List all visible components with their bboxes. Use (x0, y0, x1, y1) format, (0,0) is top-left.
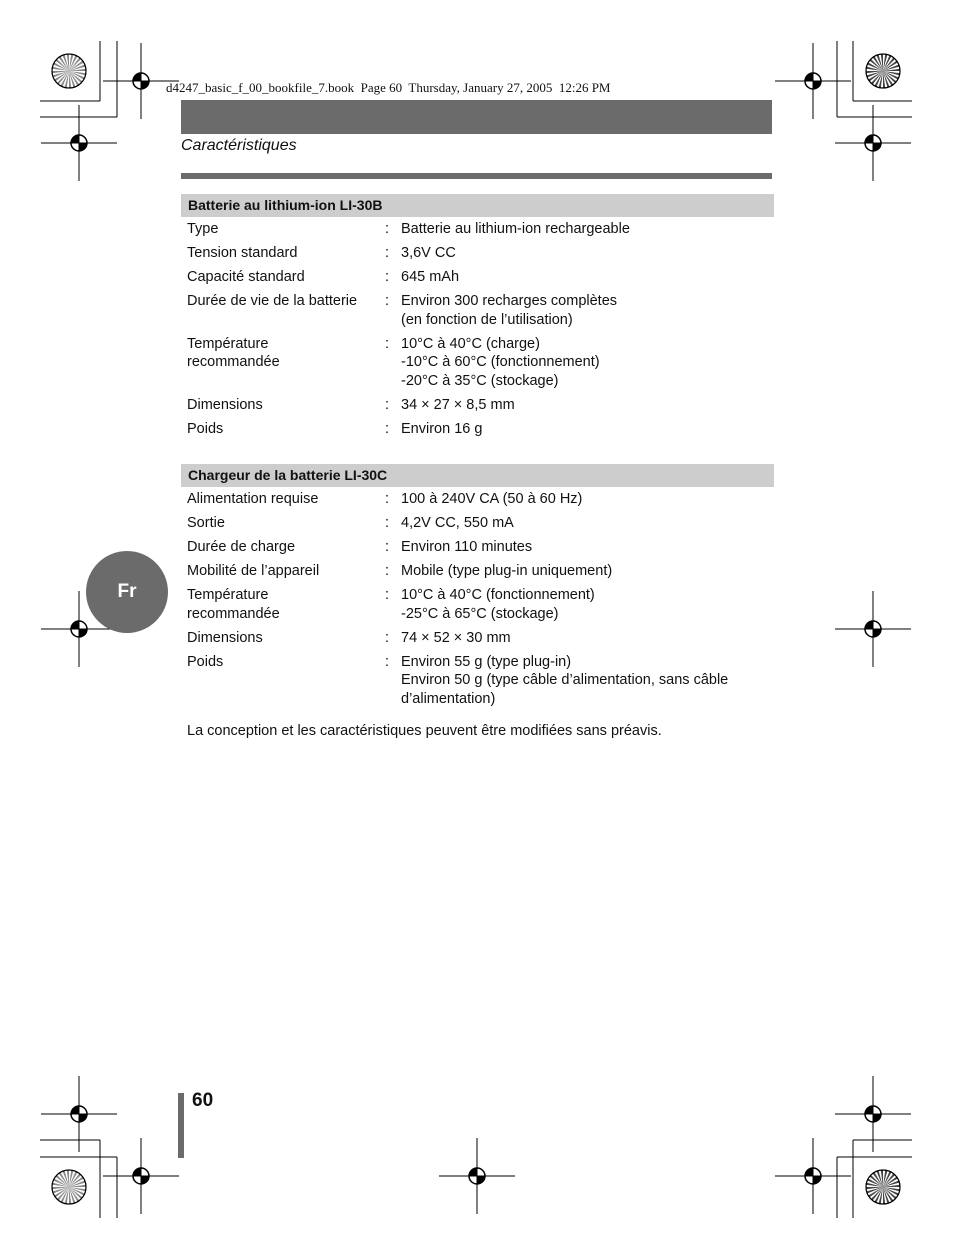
spec-label-line: Température (187, 587, 269, 603)
spec-row (181, 420, 774, 439)
spec-value (401, 586, 773, 623)
spec-value-line: 645 mAh (401, 269, 460, 285)
spec-value-line: 74 × 52 × 30 mm (401, 629, 511, 646)
spec-colon: : (385, 293, 390, 309)
battery-rows (181, 220, 774, 438)
charger-heading: Chargeur de la batterie LI-30C (181, 464, 774, 487)
spec-colon: : (385, 335, 390, 352)
spec-value-line: Environ 55 g (type plug-in) (401, 653, 572, 670)
spec-value-line: 34 × 27 × 8,5 mm (401, 396, 515, 413)
spec-value-line: -10°C à 60°C (fonctionnement) (401, 354, 600, 370)
section-title: Caractéristiques (181, 137, 297, 154)
spec-label-line: recommandée (187, 354, 280, 370)
spec-value (401, 653, 773, 709)
header-rule (181, 173, 772, 179)
spec-value-line: Environ 16 g (401, 420, 483, 437)
spec-value (401, 538, 773, 557)
spec-value (401, 629, 773, 648)
spec-colon: : (385, 563, 390, 579)
spec-value-line: (en fonction de l’utilisation) (401, 311, 573, 328)
spec-colon: : (385, 491, 390, 507)
spec-label (187, 538, 382, 557)
spec-value (401, 268, 773, 287)
spec-value (401, 396, 773, 415)
spec-label-line: Dimensions (187, 629, 263, 646)
spec-value-line: d’alimentation) (401, 690, 496, 707)
spec-label (187, 562, 382, 581)
disclaimer-note: La conception et les caractéristiques peuvent être modifiées sans préavis. (187, 723, 662, 739)
spec-row (181, 220, 774, 239)
spec-label (187, 629, 382, 648)
spec-colon: : (385, 539, 390, 555)
page-number: 60 (192, 1090, 214, 1111)
spec-label (187, 396, 382, 415)
spec-value (401, 514, 773, 533)
battery-table (181, 194, 774, 438)
spec-row (181, 562, 774, 581)
spec-label (187, 292, 382, 311)
spec-row (181, 292, 774, 329)
spec-row (181, 244, 774, 263)
spec-row (181, 586, 774, 623)
spec-label (187, 653, 382, 672)
spec-value-line: 4,2V CC, 550 mA (401, 515, 514, 531)
spec-value-line: Batterie au lithium-ion rechargeable (401, 221, 630, 237)
spec-row (181, 268, 774, 287)
spec-label (187, 335, 382, 372)
spec-label (187, 586, 382, 623)
spec-colon: : (385, 245, 390, 261)
spec-label (187, 420, 382, 439)
header-bar (181, 100, 772, 134)
spec-value-line: Environ 50 g (type câble d’alimentation, sans câble (401, 672, 729, 688)
spec-label-line: Dimensions (187, 396, 263, 413)
battery-heading: Batterie au lithium-ion LI-30B (181, 194, 774, 217)
spec-label (187, 490, 382, 509)
spec-colon: : (385, 396, 390, 413)
spec-row (181, 335, 774, 391)
spec-row (181, 514, 774, 533)
spec-value (401, 420, 773, 439)
spec-label (187, 268, 382, 287)
spec-label-line: Type (187, 221, 219, 237)
spec-label-line: Alimentation requise (187, 491, 319, 507)
spec-value (401, 292, 773, 329)
language-tab: Fr (86, 551, 168, 633)
spec-label-line: recommandée (187, 605, 280, 622)
spec-value (401, 562, 773, 581)
spec-label-line: Durée de vie de la batterie (187, 293, 358, 309)
spec-value (401, 244, 773, 263)
spec-value-line: -25°C à 65°C (stockage) (401, 605, 559, 622)
spec-row (181, 629, 774, 648)
spec-colon: : (385, 515, 390, 531)
spec-label (187, 244, 382, 263)
spec-colon: : (385, 587, 390, 603)
page-number-bar (178, 1093, 184, 1158)
spec-value-line: 10°C à 40°C (charge) (401, 335, 540, 352)
spec-colon: : (385, 653, 390, 670)
spec-label-line: Durée de charge (187, 539, 296, 555)
spec-row (181, 538, 774, 557)
spec-label (187, 220, 382, 239)
spec-colon: : (385, 221, 390, 237)
file-header: d4247_basic_f_00_bookfile_7.book Page 60 Thursday, January 27, 2005 12:26 PM (166, 80, 611, 95)
spec-label-line: Tension standard (187, 245, 298, 261)
spec-label-line: Mobilité de l’appareil (187, 563, 320, 579)
spec-value-line: 10°C à 40°C (fonctionnement) (401, 587, 595, 603)
spec-row (181, 490, 774, 509)
spec-value-line: 3,6V CC (401, 245, 456, 261)
spec-value (401, 335, 773, 391)
spec-value (401, 490, 773, 509)
spec-row (181, 396, 774, 415)
spec-label-line: Poids (187, 420, 224, 437)
spec-label-line: Sortie (187, 515, 225, 531)
spec-colon: : (385, 269, 390, 285)
spec-label (187, 514, 382, 533)
spec-label-line: Capacité standard (187, 269, 305, 285)
spec-value-line: Mobile (type plug-in uniquement) (401, 563, 613, 579)
spec-colon: : (385, 629, 390, 646)
spec-value-line: Environ 300 recharges complètes (401, 293, 618, 309)
spec-value-line: Environ 110 minutes (401, 539, 533, 555)
spec-row (181, 653, 774, 709)
spec-value-line: 100 à 240V CA (50 à 60 Hz) (401, 491, 583, 507)
spec-label-line: Température (187, 335, 269, 352)
spec-label-line: Poids (187, 653, 224, 670)
charger-table (181, 464, 774, 708)
spec-value (401, 220, 773, 239)
charger-rows (181, 490, 774, 708)
spec-colon: : (385, 420, 390, 437)
spec-value-line: -20°C à 35°C (stockage) (401, 372, 559, 389)
